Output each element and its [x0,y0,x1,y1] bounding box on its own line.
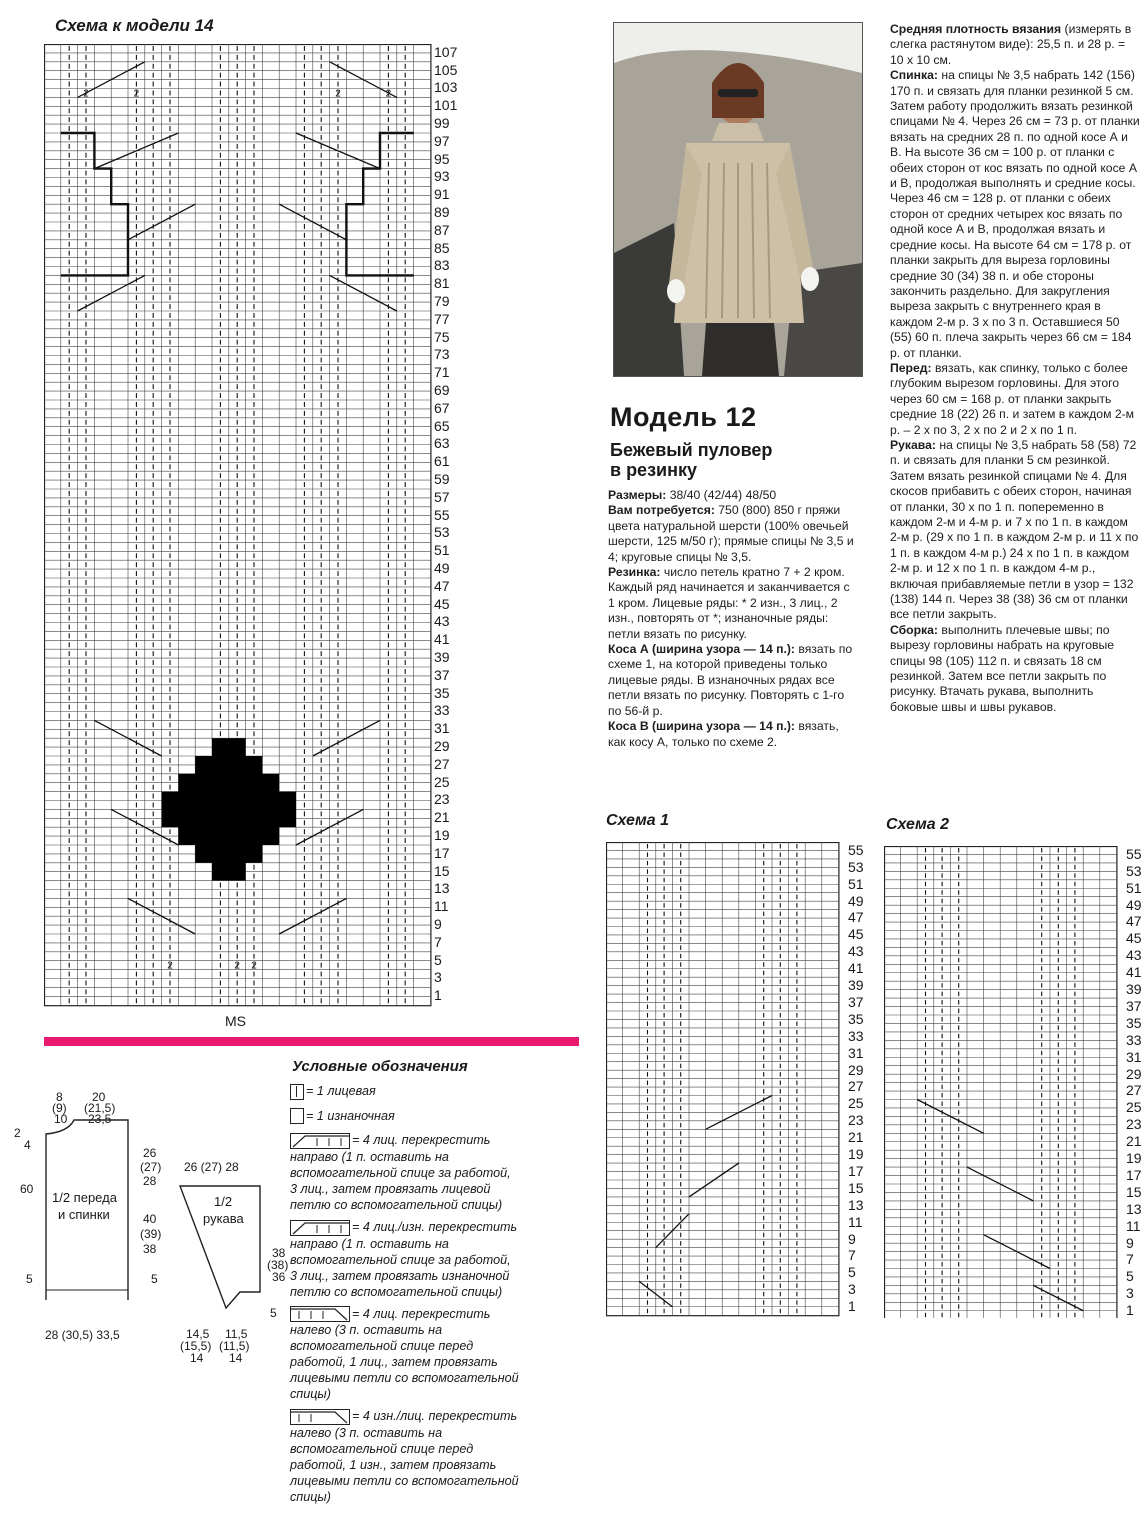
row-number: 39 [848,977,864,994]
row-number: 11 [1126,1217,1141,1234]
materials-paragraph: Вам потребуется: 750 (800) 850 г пряжи цвета натуральной шерсти (100% овечьей шерсти, 125 м/50 г); прямые спицы № 3,5 и 4; круговые спицы № 3,5. [608,503,854,564]
row-number: 51 [848,875,864,892]
row-number: 103 [434,79,458,96]
row-number: 33 [434,702,450,719]
assembly-paragraph: Сборка: выполнить плечевые швы; по вырезу горловины набрать на круговые спицы 98 (105) 112 п. и связать 18 см резинкой. Затем все петли закрыть по рисунку. Втачать рукава, выполнить боковые швы и швы рукавов. [890,622,1114,714]
row-number: 15 [848,1179,864,1196]
row-number: 39 [1126,981,1142,998]
cable-count-mark: 2 [335,88,341,100]
row-number: 45 [434,595,450,612]
row-number: 85 [434,239,450,256]
row-number: 17 [848,1162,864,1179]
body-right-lower-c: 38 [143,1242,157,1256]
row-number: 25 [1126,1099,1142,1116]
row-number: 37 [434,666,450,683]
row-number: 41 [1126,964,1142,981]
sleeve-pattern-outline [170,1160,290,1320]
row-number: 31 [848,1044,864,1061]
body-hem-right: 5 [151,1272,158,1286]
cable-b-paragraph: Коса В (ширина узора — 14 п.): вязать, как косу А, только по схеме 2. [608,719,839,749]
row-number: 5 [434,951,442,968]
row-number: 51 [434,542,450,559]
row-number: 41 [434,631,450,648]
sleeve-bottom-l3: 14 [190,1351,204,1365]
row-number: 97 [434,132,450,149]
body-right-upper-c: 28 [143,1174,157,1188]
row-number: 29 [848,1061,864,1078]
row-number: 73 [434,346,450,363]
row-number: 33 [848,1027,864,1044]
row-number: 1 [1126,1302,1134,1319]
row-number: 29 [434,738,450,755]
legend [290,1083,520,1505]
legend-item-cable-right-purl: = 4 лиц./изн. перекрестить направо (1 п. оставить на вспомогательной спице за работой, 3 лиц., затем провязать изнаночной петлю со вспомогательной спицы) [290,1220,518,1299]
row-number: 21 [434,809,450,826]
cable-count-mark: 2 [251,960,257,972]
row-number: 65 [434,417,450,434]
body-right-upper-b: (27) [140,1160,162,1174]
row-number: 43 [1126,947,1142,964]
rib-paragraph: Резинка: число петель кратно 7 + 2 кром. Каждый ряд начинается и заканчивается с 1 кром. Лицевые ряды: * 2 изн., 3 лиц., 2 изн., повторять от *; изнаночные ряды: петли вязать по рисунку. [608,565,850,641]
row-number: 91 [434,186,450,203]
row-number: 13 [1126,1200,1142,1217]
body-left-top-a: 2 [14,1126,21,1140]
row-number: 81 [434,275,450,292]
row-number: 47 [848,909,864,926]
body-top-b3: 23,5 [88,1112,112,1126]
row-number: 105 [434,61,458,78]
row-number: 11 [434,898,449,915]
sleeve-hem: 5 [270,1306,277,1320]
scheme2-title: Схема 2 [886,816,950,833]
row-number: 5 [1126,1268,1134,1285]
row-number: 31 [434,720,450,737]
row-number: 43 [434,613,450,630]
row-number: 29 [1126,1065,1142,1082]
body-right-lower-b: (39) [140,1227,162,1241]
row-number: 1 [848,1298,856,1315]
scheme1-grid [606,842,846,1317]
row-number: 43 [848,943,864,960]
row-number: 7 [1126,1251,1134,1268]
row-number: 55 [848,841,864,858]
row-number: 49 [1126,896,1142,913]
row-number: 27 [434,755,450,772]
row-number: 23 [1126,1116,1142,1133]
cable-left-symbol [290,1306,350,1322]
scheme2-row-numbers [1124,846,1145,1318]
scheme1-area [606,842,876,1322]
row-number: 77 [434,310,450,327]
sleeve-label-line2: рукава [203,1211,244,1226]
body-bottom: 28 (30,5) 33,5 [45,1328,120,1342]
row-number: 51 [1126,879,1142,896]
legend-item-cable-right: = 4 лиц. перекрестить направо (1 п. оставить на вспомогательной спице за работой, 3 лиц., затем провязать лицевой петлю со вспомогательной спицы) [290,1133,511,1213]
cable-right-symbol [290,1133,350,1149]
row-number: 15 [434,862,450,879]
main-chart-area [44,44,484,1029]
legend-item-cable-left-purl: = 4 изн./лиц. перекрестить налево (3 п. оставить на вспомогательной спице перед работой, 1 изн., затем провязать лицевыми петли со вспомогательной спицы) [290,1409,519,1505]
row-number: 71 [434,364,450,381]
row-number: 7 [848,1247,856,1264]
row-number: 35 [1126,1014,1142,1031]
legend-title: Условные обозначения [292,1058,468,1075]
body-top-a2: (9) [52,1101,67,1115]
row-number: 37 [1126,997,1142,1014]
row-number: 79 [434,293,450,310]
row-number: 25 [848,1095,864,1112]
sizes-paragraph: Размеры: 38/40 (42/44) 48/50 [608,488,777,502]
row-number: 13 [434,880,450,897]
model-title: Модель 12 [610,402,757,432]
grid-border [885,847,1117,1319]
row-number: 21 [1126,1133,1142,1150]
row-number: 49 [434,560,450,577]
cable-count-mark: 2 [385,88,392,100]
model-photo-illustration [614,23,862,376]
row-number: 25 [434,773,450,790]
sleeve-bottom-l2: (15,5) [180,1339,212,1353]
density-paragraph: Средняя плотность вязания (измерять в слегка растянутом виде): 25,5 п. и 28 р. = 10 х 10 см. [890,22,1132,67]
instructions-left [608,488,858,750]
row-number: 35 [848,1010,864,1027]
back-paragraph: Спинка: на спицы № 3,5 набрать 142 (156) 170 п. и связать для планки резинкой 5 см. Затем работу продолжить вязать резинкой спицами № 4. Через 26 см = 73 р. от планки вязать на средних 28 п. по одной косе А и В. На высоте 36 см = 100 р. от планки с обеих сторон от кос вязать по одной косе А и В, продолжая выполнять и средние косы. Через 46 см = 128 р. от планки с обеих сторон от средних четырех кос вязать по одной косе А и В, продолжая вязать и средние косы. На высоте 64 см = 178 р. от планки закрыть для выреза горловины средние 30 (34) 38 п. и обе стороны закончить раздельно. Для закругления выреза закрыть с внутреннего края в каждом 2-м р. 3 х по 3 п. Оставшиеся 50 (55) 60 п. плеча закрыть через 66 см = 184 р. от планки. [890,68,1140,360]
model-subtitle-line2: в резинку [610,460,697,480]
row-number: 87 [434,221,450,238]
scheme2-area [884,846,1145,1326]
body-pattern-diagram [8,1090,178,1300]
cable-a-paragraph: Коса А (ширина узора — 14 п.): вязать по схеме 1, на которой приведены только лицевые ряды. В изнаночных рядах все петли вязать по рисунку. Повторять с 1-го по 56-й р. [608,642,853,718]
row-number: 3 [1126,1285,1134,1302]
row-number: 53 [434,524,450,541]
body-top-a3: 10 [54,1112,68,1126]
body-height: 60 [20,1182,34,1196]
sleeves-paragraph: Рукава: на спицы № 3,5 набрать 58 (58) 72 п. и связать для планки 5 см резинкой. Затем вязать резинкой спицами № 4. Для скосов прибавить с обеих сторон, начиная от планки, 30 х по 1 п. попеременно в каждом 2-м и 4-м р. и 7 х по 1 п. в каждом 2-м р. (29 х по 1 п. в каждом 2-м р. и 11 х по 1 п. в каждом 4-м р.) 24 х по 1 п. в каждом 2-м р. и 12 х по 1 п. в каждом 4-м р., включая прибавляемые петли в узор = 132 (138) 144 п. Через 38 (38) 36 см от планки все петли закрыть. [890,437,1139,622]
sleeve-side-b: (38) [267,1258,289,1272]
row-number: 53 [1126,862,1142,879]
model-subtitle-line1: Бежевый пуловер [610,440,773,460]
cable-left-purl-symbol [290,1409,350,1425]
row-number: 3 [848,1281,856,1298]
row-number: 1 [434,987,442,1004]
cable-count-mark: 2 [234,960,240,972]
knit-symbol [290,1084,304,1100]
row-number: 5 [848,1264,856,1281]
body-top-b2: (21,5) [84,1101,116,1115]
main-chart-title: Схема к модели 14 [55,16,214,35]
row-number: 49 [848,892,864,909]
sleeve-bottom-r2: (11,5) [219,1339,250,1353]
row-number: 75 [434,328,450,345]
row-number: 7 [434,933,442,950]
row-number: 61 [434,453,450,470]
main-chart-bottom-label: MS [225,1013,246,1029]
row-number: 55 [1126,845,1142,862]
row-number: 47 [1126,913,1142,930]
row-number: 13 [848,1196,864,1213]
grid-border [607,843,839,1316]
scheme1-row-numbers [846,842,872,1317]
body-right-lower-a: 40 [143,1212,157,1226]
row-number: 3 [434,969,442,986]
legend-item-cable-left: = 4 лиц. перекрестить налево (3 п. оставить на вспомогательной спице перед работой, 1 лиц., затем провязать лицевыми петли со вспомогательной спицы) [290,1306,519,1402]
row-number: 69 [434,382,450,399]
body-right-upper-a: 26 [143,1146,157,1160]
body-label-line1: 1/2 переда [52,1190,117,1205]
row-number: 23 [434,791,450,808]
main-chart-grid [44,44,484,1029]
purl-symbol [290,1108,304,1124]
row-number: 93 [434,168,450,185]
body-left-top-b: 4 [24,1138,31,1152]
row-number: 9 [434,916,442,933]
body-top-a: 8 [56,1090,63,1104]
row-number: 59 [434,471,450,488]
row-number: 45 [848,926,864,943]
row-number: 63 [434,435,450,452]
row-number: 99 [434,115,450,132]
row-number: 45 [1126,930,1142,947]
row-number: 11 [848,1213,863,1230]
row-number: 67 [434,399,450,416]
row-number: 47 [434,577,450,594]
row-number: 23 [848,1112,864,1129]
row-number: 19 [1126,1150,1142,1167]
sleeve-pattern-diagram [170,1160,290,1320]
sleeve-bottom-r3: 14 [229,1351,243,1365]
body-label-line2: и спинки [58,1207,110,1222]
cable-count-mark: 2 [83,88,89,100]
sleeve-bottom-r1: 11,5 [225,1327,248,1341]
row-number: 17 [1126,1166,1142,1183]
model-photo [613,22,863,377]
row-number: 27 [1126,1082,1142,1099]
sleeve-bottom-l1: 14,5 [186,1327,210,1341]
row-number: 83 [434,257,450,274]
instructions-right [890,22,1142,715]
row-number: 37 [848,993,864,1010]
row-number: 19 [434,827,450,844]
row-number: 15 [1126,1183,1142,1200]
body-hem-left: 5 [26,1272,33,1286]
row-number: 35 [434,684,450,701]
section-divider [44,1037,579,1046]
row-number: 17 [434,844,450,861]
cable-right-purl-symbol [290,1220,350,1236]
scheme2-grid [884,846,1124,1318]
cable-count-mark: 2 [167,960,173,972]
legend-item-purl: = 1 изнаночная [290,1108,520,1125]
row-number: 9 [848,1230,856,1247]
sleeve-side-a: 38 [272,1246,286,1260]
row-number: 19 [848,1146,864,1163]
scheme1-title: Схема 1 [606,812,670,829]
legend-item-knit: = 1 лицевая [290,1083,520,1100]
row-number: 101 [434,97,458,114]
cable-count-mark: 2 [133,88,140,100]
row-number: 33 [1126,1031,1142,1048]
row-number: 95 [434,150,450,167]
row-number: 9 [1126,1234,1134,1251]
row-number: 27 [848,1078,864,1095]
row-number: 21 [848,1129,864,1146]
row-number: 39 [434,649,450,666]
row-number: 107 [434,43,458,60]
row-number: 57 [434,488,450,505]
row-number: 41 [848,960,864,977]
row-number: 55 [434,506,450,523]
row-number: 53 [848,858,864,875]
sleeve-label-line1: 1/2 [214,1194,233,1209]
body-top-b: 20 [92,1090,106,1104]
main-chart-row-numbers [432,44,484,1029]
sleeve-top: 26 (27) 28 [184,1160,239,1174]
row-number: 89 [434,204,450,221]
front-paragraph: Перед: вязать, как спинку, только с более глубоким вырезом горловины. Для этого через 60 см = 168 р. от планки закрыть средние 18 (22) 26 п. и затем в каждом 2-м р. – 2 х по 3, 2 х по 2 и 2 х по 1 п. [890,360,1135,437]
sleeve-side-c: 36 [272,1270,286,1284]
row-number: 31 [1126,1048,1142,1065]
